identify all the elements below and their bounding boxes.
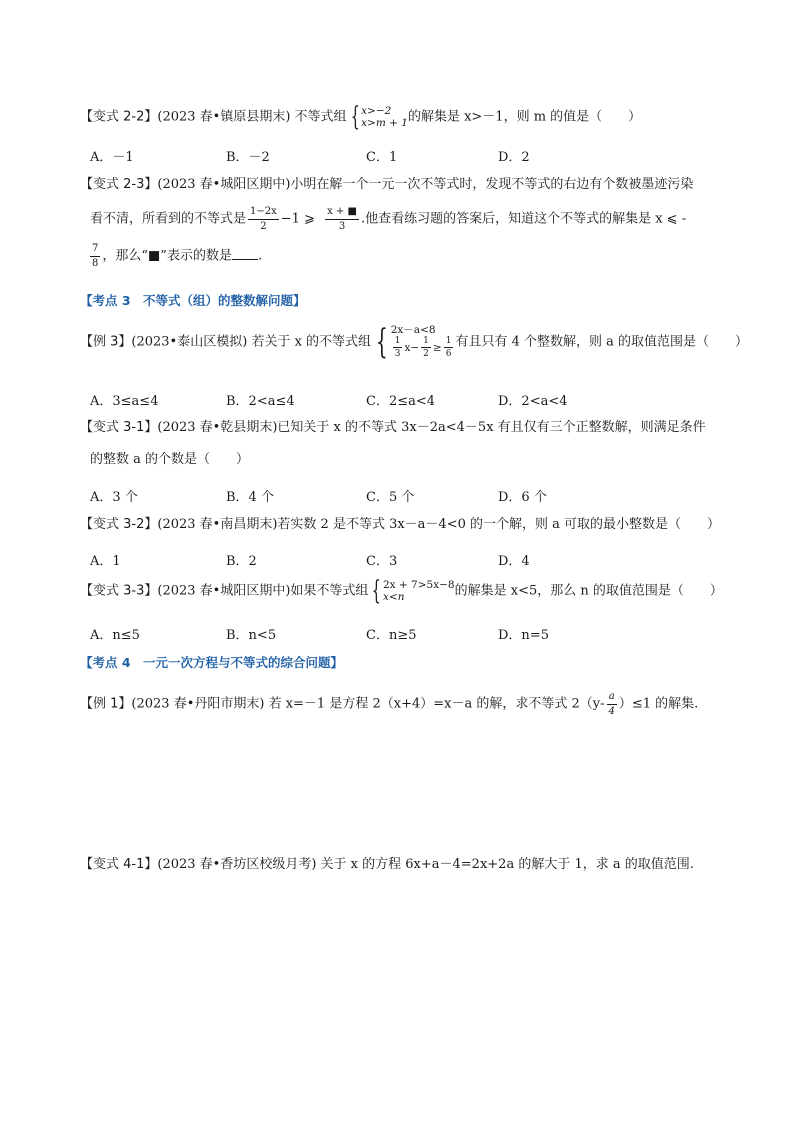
fraction (90, 243, 100, 269)
question-3-2 (80, 518, 720, 532)
question-3-1-line-2: 的整数 a 的个数是（ ） (90, 452, 250, 467)
option-c[interactable]: C．3 (366, 554, 398, 569)
question-text: 有且只有 4 个整数解，则 a 的取值范围是（ ） (455, 334, 749, 350)
question-tag: 【变式 4-1】 (80, 857, 158, 872)
question-tag: 【变式 3-2】 (80, 517, 158, 532)
question-text: .他查看练习题的答案后，知道这个不等式的解集是 x ⩽ - (360, 211, 687, 227)
question-text: ）≤1 的解集. (618, 696, 699, 712)
brace: { (372, 576, 382, 606)
question-text: 若 x=－1 是方程 2（x+4）=x－a 的解，求不等式 2（y- (268, 696, 605, 712)
option-c[interactable]: C．n≥5 (366, 628, 417, 643)
fraction-numerator: x + ■ (325, 206, 359, 220)
option-a[interactable]: A．3 个 (90, 490, 138, 505)
inequality-system (383, 579, 455, 603)
fraction-numerator: 7 (90, 243, 100, 257)
option-b[interactable]: B．4 个 (226, 490, 274, 505)
question-4-1 (80, 858, 694, 872)
option-d[interactable]: D．6 个 (498, 490, 547, 505)
option-b[interactable]: B．2<a≤4 (226, 394, 295, 409)
question-2-3-line-3 (88, 243, 262, 269)
section-heading: 【考点 3 不等式（组）的整数解问题】 (80, 293, 306, 308)
option-a[interactable]: A．1 (90, 554, 121, 569)
fraction (421, 336, 431, 360)
option-d[interactable]: D．4 (498, 554, 530, 569)
fraction-numerator: 1 (421, 336, 431, 348)
inequality-system (361, 105, 408, 129)
fraction (444, 336, 454, 360)
system-line-1: 2x + 7>5x−8 (382, 578, 455, 591)
system-line-2: x>m + 1 (361, 117, 408, 129)
fraction-numerator: a (607, 691, 617, 705)
option-b[interactable]: B．2 (226, 554, 257, 569)
fraction-denominator: 2 (260, 220, 267, 232)
brace: { (375, 321, 388, 362)
fraction-denominator: 4 (608, 705, 615, 717)
answer-blank[interactable] (232, 248, 258, 260)
fraction-denominator: 6 (445, 349, 452, 360)
option-c[interactable]: C．2≤a<4 (366, 394, 436, 409)
fraction (393, 336, 403, 360)
question-tag: 【变式 3-1】 (80, 420, 158, 435)
option-b[interactable]: B．－2 (226, 150, 270, 165)
fraction (248, 206, 279, 232)
question-2-3 (80, 178, 693, 192)
question-text: 如果不等式组 (290, 583, 369, 599)
fraction-denominator: 3 (338, 220, 346, 232)
question-text: 看不清，所看到的不等式是 (90, 211, 247, 227)
question-text: 若实数 2 是不等式 3x－a－4<0 的一个解，则 a 可取的最小整数是（ ） (277, 517, 721, 532)
option-c[interactable]: C．5 个 (366, 490, 415, 505)
question-source: (2023 春•丹阳市期末) (131, 696, 265, 712)
option-c[interactable]: C．1 (366, 150, 398, 165)
question-text: 若关于 x 的不等式组 (251, 334, 372, 350)
question-text: 小明在解一个一元一次不等式时，发现不等式的右边有个数被墨迹污染 (290, 177, 694, 192)
system-text: ≥ (432, 341, 442, 354)
system-line-1: x>−2 (361, 104, 392, 117)
question-text: 关于 x 的方程 6x+a－4=2x+2a 的解大于 1，求 a 的取值范围. (320, 857, 694, 872)
system-line-1: 2x－a<8 (390, 324, 436, 336)
inequality-system (391, 324, 456, 360)
option-d[interactable]: D．2<a<4 (498, 394, 568, 409)
question-text: 已知关于 x 的不等式 3x－2a<4－5x 有且仅有三个正整数解，则满足条件 (277, 420, 706, 435)
question-tag: 【例 1】 (80, 696, 132, 712)
fraction-numerator: 1−2x (248, 206, 279, 220)
question-tag: 【变式 2-2】 (80, 109, 158, 125)
question-tag: 【变式 3-3】 (80, 583, 158, 599)
option-a[interactable]: A．－1 (90, 150, 134, 165)
question-text: −1 ⩾ (280, 211, 315, 227)
question-text: 的解集是 x<5，那么 n 的取值范围是（ ） (454, 583, 723, 599)
question-2-2 (80, 104, 641, 130)
question-text: 的解集是 x>－1，则 m 的值是（ ） (407, 109, 642, 125)
question-source: (2023 春•镇原县期末) (157, 109, 291, 125)
example-1 (80, 691, 698, 717)
fraction-numerator: 1 (444, 336, 454, 348)
question-source: (2023 春•乾县期末) (157, 420, 278, 435)
question-2-3-line-2 (90, 206, 686, 232)
question-text: 不等式组 (294, 109, 347, 125)
question-text: ，那么“■”表示的数是 (102, 248, 232, 264)
question-source: (2023 春•城阳区期中) (157, 177, 291, 192)
fraction (325, 206, 359, 232)
fraction-denominator: 3 (394, 349, 401, 360)
question-tag: 【变式 2-3】 (80, 177, 158, 192)
question-source: (2023 春•香坊区校级月考) (157, 857, 317, 872)
section-heading: 【考点 4 一元一次方程与不等式的综合问题】 (80, 655, 344, 670)
brace: { (350, 102, 360, 132)
option-a[interactable]: A．n≤5 (90, 628, 140, 643)
question-tag: 【例 3】 (80, 334, 132, 350)
system-line-2: x<n (382, 591, 405, 603)
question-source: (2023 春•城阳区期中) (157, 583, 291, 599)
fraction-numerator: 1 (393, 336, 403, 348)
option-d[interactable]: D．n=5 (498, 628, 549, 643)
example-3 (80, 321, 749, 362)
fraction (606, 691, 616, 717)
question-3-1 (80, 421, 706, 435)
fraction-denominator: 2 (423, 349, 429, 360)
question-source: (2023•泰山区模拟) (131, 334, 248, 350)
system-text: x− (404, 341, 420, 354)
question-text: . (257, 248, 263, 264)
option-a[interactable]: A．3≤a≤4 (90, 394, 159, 409)
question-3-3 (80, 578, 723, 604)
option-b[interactable]: B．n<5 (226, 628, 277, 643)
question-source: (2023 春•南昌期末) (157, 517, 278, 532)
option-d[interactable]: D．2 (498, 150, 530, 165)
system-line-2 (391, 336, 456, 360)
fraction-denominator: 8 (92, 257, 99, 269)
